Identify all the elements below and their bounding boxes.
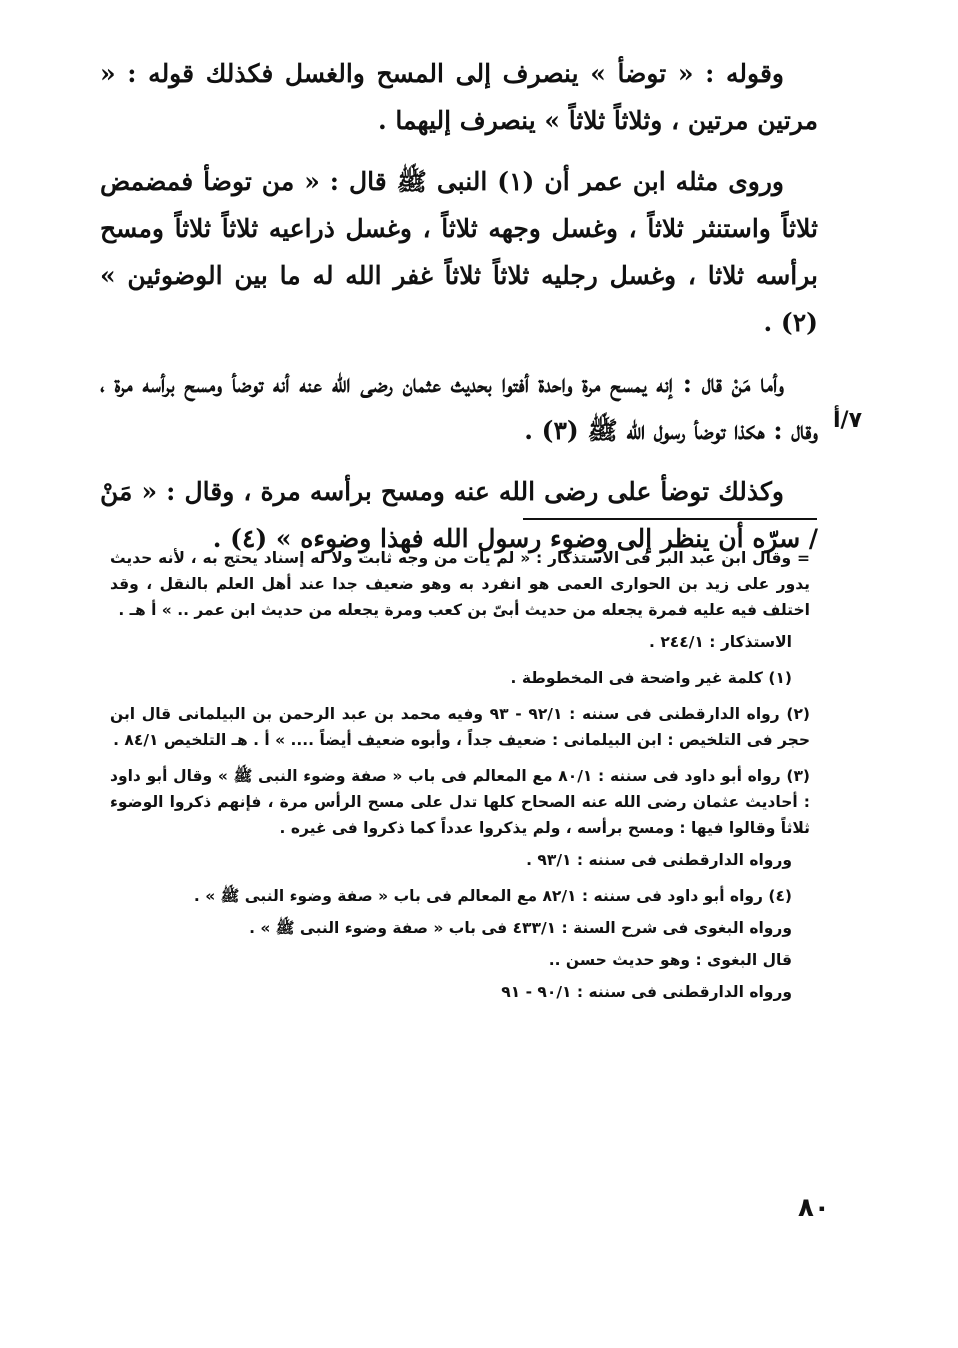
footnote-divider — [523, 518, 817, 520]
footnote-4-extra-3: ورواه الدارقطنى فى سننه : ٩٠/١ - ٩١ — [501, 983, 792, 1001]
footnote-4-extra-1: ورواه البغوى فى شرح السنة : ٤٣٣/١ فى باب « صفة وضوء النبى ﷺ » . — [249, 919, 792, 937]
footnote-4: (٤) رواه أبو داود فى سننه : ٨٢/١ مع المعالم فى باب « صفة وضوء النبى ﷺ » . — [193, 887, 792, 905]
footnote-continuation: = وقال ابن عبد البر فى الاستذكار : « لم يأت من وجه ثابت ولا له إسناد يحتج به ، لأنه حديث يدور على زيد بن الحوارى العمى هو انفرد به وهو ضعيف جدا عند أهل العلم بالنقل ، وقد اختلف فيه عليه فمرة يجعله من حديث أبىّ بن كعب ومرة يجعله من حديث ابن عمر .. » أ هـ . — [110, 549, 810, 619]
footnote-1: (١) كلمة غير واضحة فى المخطوطة . — [510, 669, 792, 687]
footnote-2: (٢) رواه الدارقطنى فى سننه : ٩٢/١ - ٩٣ وفيه محمد بن عبد الرحمن بن البيلمانى قال ابن حجر فى التلخيص : ابن البيلمانى : ضعيف جداً ، وأبوه ضعيف أيضاً .... » أ . هـ التلخيص ٨٤/١ . — [110, 705, 811, 749]
footnote-3-extra: ورواه الدارقطنى فى سننه : ٩٣/١ . — [526, 851, 792, 869]
page-number: ٨٠ — [798, 1193, 830, 1223]
footnote-3: (٣) رواه أبو داود فى سننه : ٨٠/١ مع المعالم فى باب « صفة وضوء النبى ﷺ » وقال أبو داود : أحاديث عثمان رضى الله عنه الصحاح كلها تدل على مسح الرأس مرة ، فإنهم ذكروا الوضوء ثلاثاً وقالوا فيها : ومسح برأسه ، ولم يذكروا عدداً كما ذكروا فى غيره . — [110, 767, 810, 837]
footnote-4-extra-2: قال البغوى : وهو حديث حسن .. — [548, 951, 792, 969]
manuscript-folio-marker: ٧/أ — [832, 408, 862, 433]
main-paragraph-2: وروى مثله ابن عمر أن (١) النبى ﷺ قال : « من توضأ فمضمض ثلاثاً واستنثر ثلاثاً ، وغسل وجهه ثلاثاً ، وغسل ذراعيه ثلاثاً ثلاثاً ومسح برأسه ثلاثا ، وغسل رجليه ثلاثاً ثلاثاً غفر الله له ما بين الوضوئين » (٢) . — [100, 167, 818, 337]
footnote-continuation-reference: الاستذكار : ٢٤٤/١ . — [649, 633, 792, 651]
main-paragraph-3: وأما مَنْ قال : إنه يمسح مرة واحدة أفتوا بحديث عثمان رضى الله عنه أنه توضأ ومسح برأسه مرة ، وقال : هكذا توضأ رسول الله ﷺ (٣) . — [100, 369, 818, 445]
main-paragraph-4: وكذلك توضأ على رضى الله عنه ومسح برأسه مرة ، وقال : « مَنْ / سرّه أن ينظر إلى وضوء رسول الله فهذا وضوءه » (٤) . — [100, 477, 818, 553]
footnotes — [110, 545, 810, 1011]
main-paragraph-1: وقوله : « توضأ » ينصرف إلى المسح والغسل فكذلك قوله : « مرتين مرتين ، وثلاثاً ثلاثاً » ينصرف إليهما . — [100, 59, 818, 135]
main-text — [100, 50, 818, 576]
